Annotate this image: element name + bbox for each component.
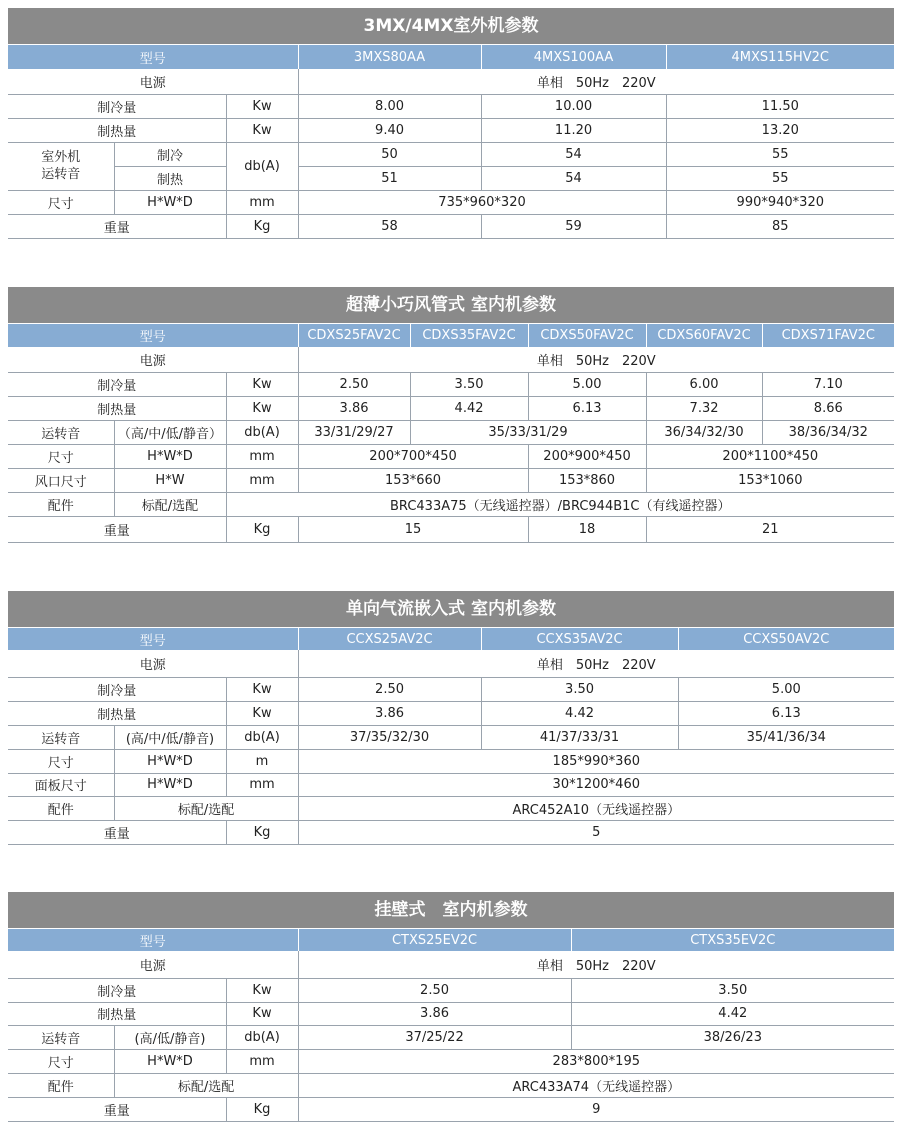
value-cell: 37/35/32/30 (298, 725, 481, 749)
row-label: 运转音 (8, 420, 114, 444)
row-label: 电源 (8, 951, 298, 978)
row-label: 制热量 (8, 118, 226, 142)
sub-label: （高/中/低/静音） (114, 420, 226, 444)
value-cell: 30*1200*460 (298, 773, 894, 796)
section-title-ccxs: 单向气流嵌入式 室内机参数 (8, 591, 894, 627)
value-cell: 15 (298, 516, 528, 542)
table-row-cooling (8, 372, 894, 396)
table-row-cooling (8, 94, 894, 118)
row-label: 配件 (8, 1073, 114, 1097)
value-cell: 85 (666, 214, 894, 238)
unit-cell: Kw (226, 94, 298, 118)
value-cell: 5.00 (678, 677, 894, 701)
table-row-size (8, 190, 894, 214)
value-cell: 4.42 (481, 701, 678, 725)
value-cell: 38/26/23 (571, 1025, 894, 1049)
value-cell: 200*700*450 (298, 444, 528, 468)
value-cell: 6.13 (528, 396, 646, 420)
row-label: 重量 (8, 516, 226, 542)
value-cell: 41/37/33/31 (481, 725, 678, 749)
table-header-row (8, 45, 894, 69)
value-cell: 13.20 (666, 118, 894, 142)
value-cell: 8.66 (762, 396, 894, 420)
value-cell: 990*940*320 (666, 190, 894, 214)
unit-cell: mm (226, 190, 298, 214)
value-cell: 11.50 (666, 94, 894, 118)
table-row-heating (8, 118, 894, 142)
value-cell: 55 (666, 142, 894, 166)
value-cell: 153*860 (528, 468, 646, 492)
table-row-cooling (8, 978, 894, 1002)
table-row-size (8, 444, 894, 468)
value-cell: 735*960*320 (298, 190, 666, 214)
row-label: 配件 (8, 492, 114, 516)
value-cell: 4.42 (571, 1002, 894, 1025)
value-cell: 9.40 (298, 118, 481, 142)
model-label: 型号 (8, 324, 298, 347)
value-cell: 7.10 (762, 372, 894, 396)
table-row-heating (8, 1002, 894, 1025)
value-cell: 8.00 (298, 94, 481, 118)
table-row-power (8, 347, 894, 372)
row-label: 制冷量 (8, 978, 226, 1002)
value-cell: 4.42 (410, 396, 528, 420)
value-cell: 35/33/31/29 (410, 420, 646, 444)
row-label: 尺寸 (8, 749, 114, 773)
value-cell: 153*1060 (646, 468, 894, 492)
sub-label: (高/中/低/静音) (114, 725, 226, 749)
table-row-cooling (8, 677, 894, 701)
sub-label: (高/低/静音) (114, 1025, 226, 1049)
table-row-noise (8, 1025, 894, 1049)
row-label: 重量 (8, 820, 226, 844)
table-row-heating (8, 701, 894, 725)
row-label: 制热量 (8, 1002, 226, 1025)
table-header-row (8, 324, 894, 347)
value-cell: 59 (481, 214, 666, 238)
value-cell: BRC433A75（无线遥控器）/BRC944B1C（有线遥控器） (226, 492, 894, 516)
row-label: 重量 (8, 1097, 226, 1121)
value-cell: 54 (481, 166, 666, 190)
spec-table-ctxs (8, 929, 894, 1122)
value-cell: 7.32 (646, 396, 762, 420)
sub-label: H*W*D (114, 749, 226, 773)
section-title-ctxs: 挂壁式 室内机参数 (8, 892, 894, 928)
table-row-size (8, 749, 894, 773)
model-label: 型号 (8, 628, 298, 650)
table-row-noise-cool (8, 142, 894, 166)
value-cell: 200*900*450 (528, 444, 646, 468)
model-label: 型号 (8, 45, 298, 69)
model-name: CCXS35AV2C (481, 628, 678, 650)
spec-table-ccxs (8, 628, 894, 845)
table-row-power (8, 951, 894, 978)
value-cell: ARC433A74（无线遥控器） (298, 1073, 894, 1097)
table-row-accessory (8, 492, 894, 516)
section-title-3mx: 3MX/4MX室外机参数 (8, 8, 894, 44)
value-cell: 21 (646, 516, 894, 542)
row-label: 电源 (8, 347, 298, 372)
table-header-row (8, 628, 894, 650)
table-row-power (8, 650, 894, 677)
row-label: 制热量 (8, 396, 226, 420)
model-label: 型号 (8, 929, 298, 951)
value-cell: 55 (666, 166, 894, 190)
model-name: CCXS50AV2C (678, 628, 894, 650)
value-cell: 2.50 (298, 978, 571, 1002)
row-label: 制冷量 (8, 94, 226, 118)
unit-cell: db(A) (226, 420, 298, 444)
unit-cell: Kg (226, 1097, 298, 1121)
value-cell: 35/41/36/34 (678, 725, 894, 749)
model-name: CDXS25FAV2C (298, 324, 410, 347)
row-label: 配件 (8, 796, 114, 820)
sub-label: H*W*D (114, 773, 226, 796)
power-value: 单相 50Hz 220V (298, 951, 894, 978)
value-cell: 2.50 (298, 372, 410, 396)
unit-cell: Kw (226, 978, 298, 1002)
unit-cell: Kg (226, 516, 298, 542)
power-value: 单相 50Hz 220V (298, 69, 894, 94)
model-name: 4MXS100AA (481, 45, 666, 69)
row-label: 重量 (8, 214, 226, 238)
unit-cell: Kw (226, 396, 298, 420)
row-label: 制冷量 (8, 677, 226, 701)
table-row-size (8, 1049, 894, 1073)
model-name: CDXS35FAV2C (410, 324, 528, 347)
unit-cell: Kw (226, 677, 298, 701)
row-label: 制热量 (8, 701, 226, 725)
table-row-noise (8, 420, 894, 444)
table-row-noise-heat (8, 166, 894, 190)
value-cell: 51 (298, 166, 481, 190)
model-name: CTXS25EV2C (298, 929, 571, 951)
power-value: 单相 50Hz 220V (298, 650, 894, 677)
unit-cell: Kw (226, 372, 298, 396)
row-label: 尺寸 (8, 190, 114, 214)
row-label: 制冷量 (8, 372, 226, 396)
table-header-row (8, 929, 894, 951)
unit-cell: Kg (226, 214, 298, 238)
table-row-heating (8, 396, 894, 420)
unit-cell: Kw (226, 701, 298, 725)
row-label: 电源 (8, 650, 298, 677)
model-name: CCXS25AV2C (298, 628, 481, 650)
value-cell: 3.50 (481, 677, 678, 701)
power-value: 单相 50Hz 220V (298, 347, 894, 372)
row-label: 风口尺寸 (8, 468, 114, 492)
value-cell: 185*990*360 (298, 749, 894, 773)
model-name: 4MXS115HV2C (666, 45, 894, 69)
unit-cell: db(A) (226, 725, 298, 749)
sub-label: H*W (114, 468, 226, 492)
model-name: CDXS71FAV2C (762, 324, 894, 347)
value-cell: 3.50 (410, 372, 528, 396)
model-name: CDXS60FAV2C (646, 324, 762, 347)
table-row-vent (8, 468, 894, 492)
row-label: 运转音 (8, 1025, 114, 1049)
unit-cell: mm (226, 468, 298, 492)
value-cell: 36/34/32/30 (646, 420, 762, 444)
unit-cell: mm (226, 773, 298, 796)
sub-label: 标配/选配 (114, 1073, 298, 1097)
value-cell: 11.20 (481, 118, 666, 142)
value-cell: 3.86 (298, 701, 481, 725)
sub-label: 制热 (114, 166, 226, 190)
value-cell: 3.86 (298, 396, 410, 420)
model-name: CDXS50FAV2C (528, 324, 646, 347)
unit-cell: Kw (226, 1002, 298, 1025)
row-label: 面板尺寸 (8, 773, 114, 796)
sub-label: 标配/选配 (114, 492, 226, 516)
table-row-weight (8, 516, 894, 542)
value-cell: 5 (298, 820, 894, 844)
value-cell: 18 (528, 516, 646, 542)
value-cell: 9 (298, 1097, 894, 1121)
table-row-weight (8, 214, 894, 238)
table-row-weight (8, 1097, 894, 1121)
model-name: 3MXS80AA (298, 45, 481, 69)
value-cell: 2.50 (298, 677, 481, 701)
value-cell: 54 (481, 142, 666, 166)
unit-cell: db(A) (226, 142, 298, 190)
row-label: 运转音 (8, 725, 114, 749)
value-cell: 3.86 (298, 1002, 571, 1025)
unit-cell: mm (226, 1049, 298, 1073)
section-title-cdxs: 超薄小巧风管式 室内机参数 (8, 287, 894, 323)
value-cell: 5.00 (528, 372, 646, 396)
value-cell: 200*1100*450 (646, 444, 894, 468)
unit-cell: db(A) (226, 1025, 298, 1049)
value-cell: 10.00 (481, 94, 666, 118)
sub-label: H*W*D (114, 444, 226, 468)
table-row-power (8, 69, 894, 94)
sub-label: H*W*D (114, 190, 226, 214)
table-row-accessory (8, 1073, 894, 1097)
value-cell: 33/31/29/27 (298, 420, 410, 444)
value-cell: 37/25/22 (298, 1025, 571, 1049)
value-cell: 283*800*195 (298, 1049, 894, 1073)
row-label: 室外机 运转音 (8, 142, 114, 190)
value-cell: 6.00 (646, 372, 762, 396)
value-cell: 38/36/34/32 (762, 420, 894, 444)
value-cell: 6.13 (678, 701, 894, 725)
table-row-noise (8, 725, 894, 749)
sub-label: 标配/选配 (114, 796, 298, 820)
value-cell: ARC452A10（无线遥控器） (298, 796, 894, 820)
row-label: 尺寸 (8, 444, 114, 468)
table-row-weight (8, 820, 894, 844)
value-cell: 58 (298, 214, 481, 238)
table-row-accessory (8, 796, 894, 820)
value-cell: 153*660 (298, 468, 528, 492)
unit-cell: Kg (226, 820, 298, 844)
sub-label: 制冷 (114, 142, 226, 166)
unit-cell: mm (226, 444, 298, 468)
value-cell: 50 (298, 142, 481, 166)
table-row-panel (8, 773, 894, 796)
sub-label: H*W*D (114, 1049, 226, 1073)
spec-table-3mx (8, 45, 894, 239)
row-label: 尺寸 (8, 1049, 114, 1073)
model-name: CTXS35EV2C (571, 929, 894, 951)
spec-table-cdxs (8, 324, 894, 543)
value-cell: 3.50 (571, 978, 894, 1002)
unit-cell: Kw (226, 118, 298, 142)
row-label: 电源 (8, 69, 298, 94)
unit-cell: m (226, 749, 298, 773)
